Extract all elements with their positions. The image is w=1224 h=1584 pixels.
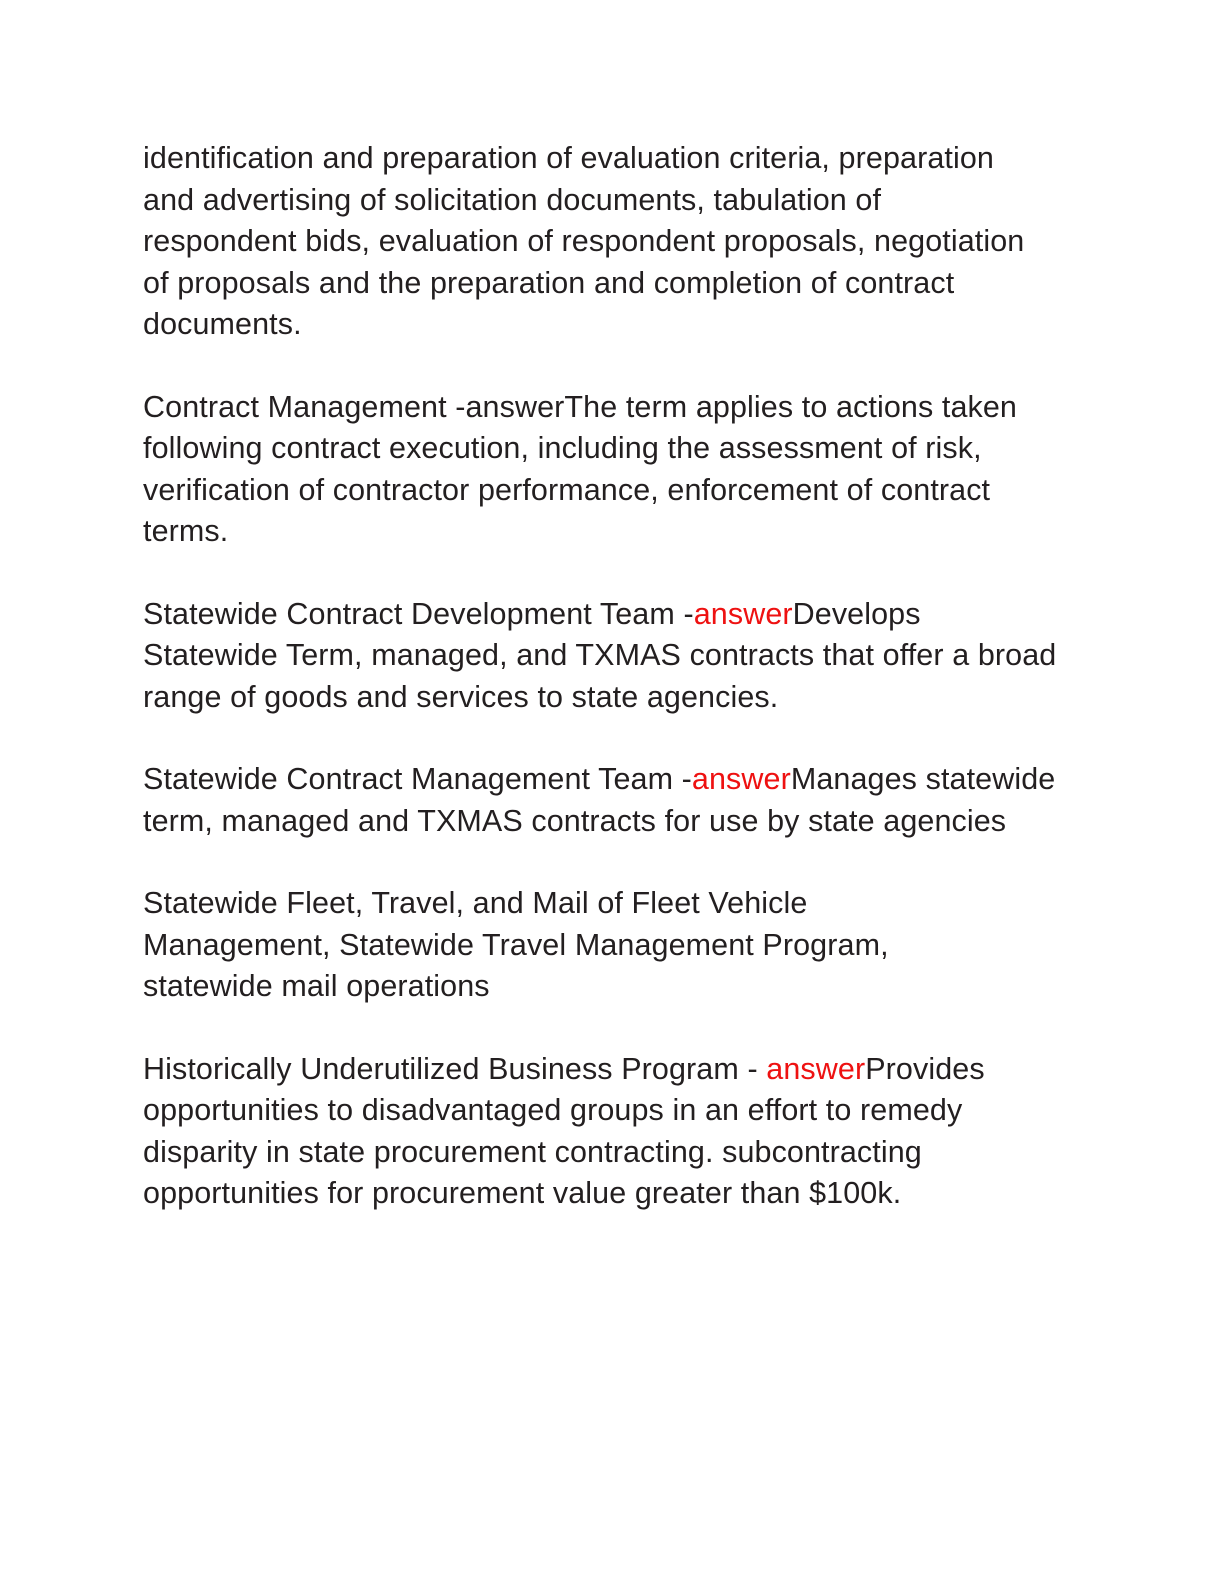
document-body bbox=[143, 138, 1074, 1215]
answer-marker: answer bbox=[693, 596, 793, 631]
paragraph-text: identification and preparation of evaluation criteria, preparation and advertising of solicitation documents, tabulation of respondent bids, evaluation of respondent proposals, negotiation of proposals and the preparation and completion of contract documents. bbox=[143, 141, 1025, 341]
paragraph-purchasing-definition bbox=[143, 138, 1043, 346]
term-label: Statewide Contract Management Team - bbox=[143, 762, 692, 796]
paragraph-statewide-contract-development-team bbox=[143, 594, 1063, 719]
paragraph-text: Statewide Fleet, Travel, and Mail of Fleet Vehicle Management, Statewide Travel Management Program, statewide mail operations bbox=[143, 886, 889, 1003]
paragraph-contract-management bbox=[143, 387, 1074, 553]
paragraph-statewide-contract-management-team bbox=[143, 759, 1074, 842]
term-label: Historically Underutilized Business Program - bbox=[143, 1051, 758, 1086]
answer-text: Develops Statewide Term, managed, and TXMAS contracts that offer a broad range of goods and services to state agencies. bbox=[143, 596, 1057, 714]
answer-text: Manages statewide term, managed and TXMAS contracts for use by state agencies bbox=[143, 762, 1056, 838]
answer-marker: answer bbox=[766, 1051, 866, 1086]
term-label: Statewide Contract Development Team - bbox=[143, 596, 694, 631]
paragraph-statewide-fleet-travel-mail bbox=[143, 883, 973, 1008]
paragraph-hub-program bbox=[143, 1049, 1063, 1215]
answer-text: Provides opportunities to disadvantaged groups in an effort to remedy disparity in state procurement contracting. subcontracting opportunities for procurement value greater than $100k. bbox=[143, 1051, 985, 1210]
paragraph-text: Contract Management -answerThe term applies to actions taken following contract execution, including the assessment of risk, verification of contractor performance, enforcement of contract terms. bbox=[143, 389, 1017, 548]
answer-marker: answer bbox=[691, 762, 791, 796]
